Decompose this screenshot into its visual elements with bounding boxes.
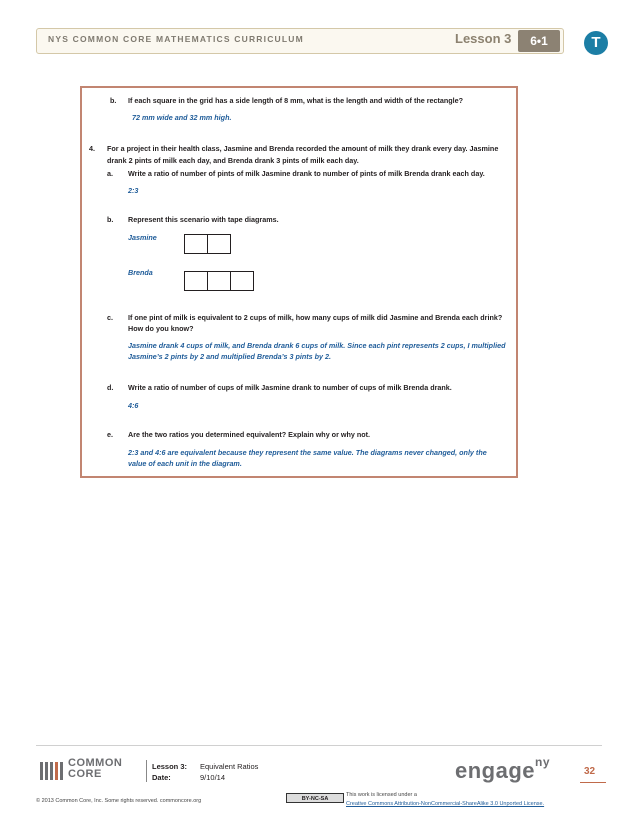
module-badge: 6•1 (518, 30, 560, 52)
answer-text-line1: Jasmine drank 4 cups of milk, and Brenda drank 6 cups of milk. Since each pint represents 2 cups, I multiplied (128, 341, 506, 350)
date-label: Date: (152, 773, 171, 782)
tape-unit (184, 271, 208, 291)
answer-text-line1: 2:3 and 4:6 are equivalent because they represent the same value. The diagrams never changed, only the (128, 448, 487, 457)
footer-divider (146, 760, 147, 782)
question-text: Are the two ratios you determined equivalent? Explain why or why not. (128, 430, 371, 439)
part-letter: a. (107, 169, 113, 178)
common-core-logo-icon (40, 762, 66, 785)
answer-text: 4:6 (128, 401, 139, 410)
problem-number: 4. (89, 144, 95, 153)
part-letter: e. (107, 430, 113, 439)
question-text: If each square in the grid has a side length of 8 mm, what is the length and width of the rectangle? (128, 96, 464, 105)
answer-text: 72 mm wide and 32 mm high. (132, 113, 232, 122)
lesson-name: Equivalent Ratios (200, 762, 259, 771)
engageny-logo (455, 754, 551, 784)
question-text-line2: How do you know? (128, 324, 194, 333)
brand-sup: ny (535, 754, 551, 769)
common-core-logo-text (68, 758, 122, 780)
question-text: Represent this scenario with tape diagrams. (128, 215, 279, 224)
copyright-text: © 2013 Common Core, Inc. Some rights reserved. commoncore.org (36, 798, 202, 804)
date-value: 9/10/14 (200, 773, 226, 782)
tape-diagram-jasmine (184, 234, 231, 254)
part-letter: c. (107, 313, 113, 322)
tape-unit (207, 271, 231, 291)
question-text: Write a ratio of number of pints of milk Jasmine drank to number of pints of milk Brenda drank each day. (128, 169, 485, 178)
logo-line2: CORE (68, 768, 102, 780)
lesson-label: Lesson 3: (152, 762, 188, 771)
problem-stem-line1: For a project in their health class, Jasmine and Brenda recorded the amount of milk they drank every day. Jasmine (107, 144, 499, 153)
tape-unit (184, 234, 208, 254)
tape-unit (207, 234, 231, 254)
tape-diagram-brenda (184, 271, 254, 291)
part-letter: d. (107, 383, 114, 392)
question-text-line1: If one pint of milk is equivalent to 2 cups of milk, how many cups of milk did Jasmine and Brenda each drink? (128, 313, 503, 322)
part-letter: b. (107, 215, 114, 224)
teacher-edition-icon: T (584, 31, 608, 55)
tape-label-brenda: Brenda (128, 268, 153, 277)
answer-text-line2: value of each unit in the diagram. (128, 459, 242, 468)
curriculum-title: NYS COMMON CORE MATHEMATICS CURRICULUM (48, 34, 304, 44)
answer-text-line2: Jasmine’s 2 pints by 2 and multiplied Brenda’s 3 pints by 2. (128, 352, 332, 361)
logo-line1: COMMON (68, 757, 123, 769)
question-text: Write a ratio of number of cups of milk Jasmine drank to number of cups of milk Brenda drank. (128, 383, 452, 392)
problem-stem-line2: drank 2 pints of milk each day, and Brenda drank 3 pints of milk each day. (107, 156, 359, 165)
footer-rule (36, 745, 602, 746)
page-number-rule (580, 782, 606, 783)
license-link[interactable]: Creative Commons Attribution-NonCommercial-ShareAlike 3.0 Unported License. (346, 801, 545, 807)
license-text: This work is licensed under a (346, 792, 417, 798)
brand-text: engage (455, 758, 536, 783)
creative-commons-badge-icon: BY-NC-SA (286, 793, 344, 803)
tape-unit (230, 271, 254, 291)
part-letter: b. (110, 96, 117, 105)
page-number: 32 (584, 766, 596, 777)
answer-text: 2:3 (128, 186, 139, 195)
tape-label-jasmine: Jasmine (128, 233, 157, 242)
lesson-title: Lesson 3 (455, 31, 512, 46)
